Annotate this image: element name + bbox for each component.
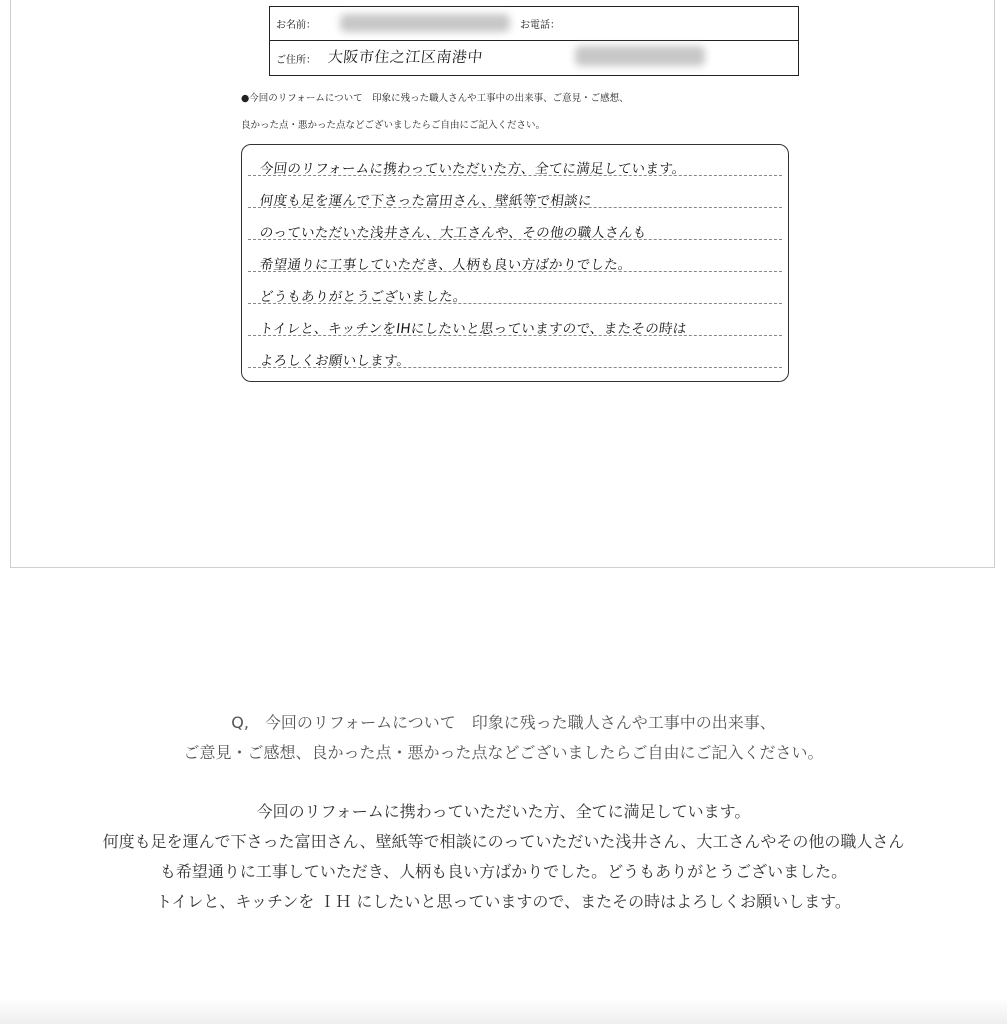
scan-question-line2: 良かった点・悪かった点などございましたらご自由にご記入ください。 <box>241 120 546 131</box>
redacted-address <box>575 46 705 66</box>
handwritten-line: 何度も足を運んで下さった富田さん、壁紙等で相談に <box>258 193 593 209</box>
handwritten-line: 今回のリフォームに携わっていただいた方、全てに満足しています。 <box>258 161 687 177</box>
handwritten-line: トイレと、キッチンをIHにしたいと思っていますので、またその時は <box>258 321 688 337</box>
name-label: お名前： <box>276 20 316 31</box>
answer-line3: も希望通りに工事していただき、人柄も良い方ばかりでした。どうもありがとうございました。 <box>159 862 848 881</box>
handwritten-line: よろしくお願いします。 <box>258 353 412 369</box>
question-caption-line2: ご意見・ご感想、良かった点・悪かった点などございましたらご自由にご記入ください。 <box>183 743 824 762</box>
handwritten-line: どうもありがとうございました。 <box>258 289 468 305</box>
customer-info-box <box>269 6 799 76</box>
question-caption-line1: Q, 今回のリフォームについて 印象に残った職人さんや工事中の出来事、 <box>231 713 776 732</box>
answer-line2: 何度も足を運んで下さった富田さん、壁紙等で相談にのっていただいた浅井さん、大工さんやその他の職人さん <box>102 832 905 851</box>
questionnaire-scan-image <box>239 0 794 393</box>
page-bottom-shade <box>0 998 1007 1024</box>
scan-question-line1: ●今回のリフォームについて 印象に残った職人さんや工事中の出来事、ご意見・ご感想、 <box>241 93 629 104</box>
answer-line4: トイレと、キッチンを ＩＨ にしたいと思っていますので、またその時はよろしくお願いします。 <box>156 892 851 911</box>
redacted-name <box>340 14 510 32</box>
address-row <box>270 40 798 73</box>
name-phone-row <box>270 7 798 41</box>
handwritten-line: のっていただいた浅井さん、大工さんや、その他の職人さんも <box>258 225 648 241</box>
phone-label: お電話： <box>520 20 560 31</box>
address-handwritten: 大阪市住之江区南港中 <box>327 48 484 66</box>
handwritten-answer-box <box>241 144 789 382</box>
handwritten-line: 希望通りに工事していただき、人柄も良い方ばかりでした。 <box>258 257 633 273</box>
answer-line1: 今回のリフォームに携わっていただいた方、全てに満足しています。 <box>256 802 751 821</box>
scan-frame <box>10 0 995 568</box>
address-label: ご住所： <box>276 55 316 66</box>
